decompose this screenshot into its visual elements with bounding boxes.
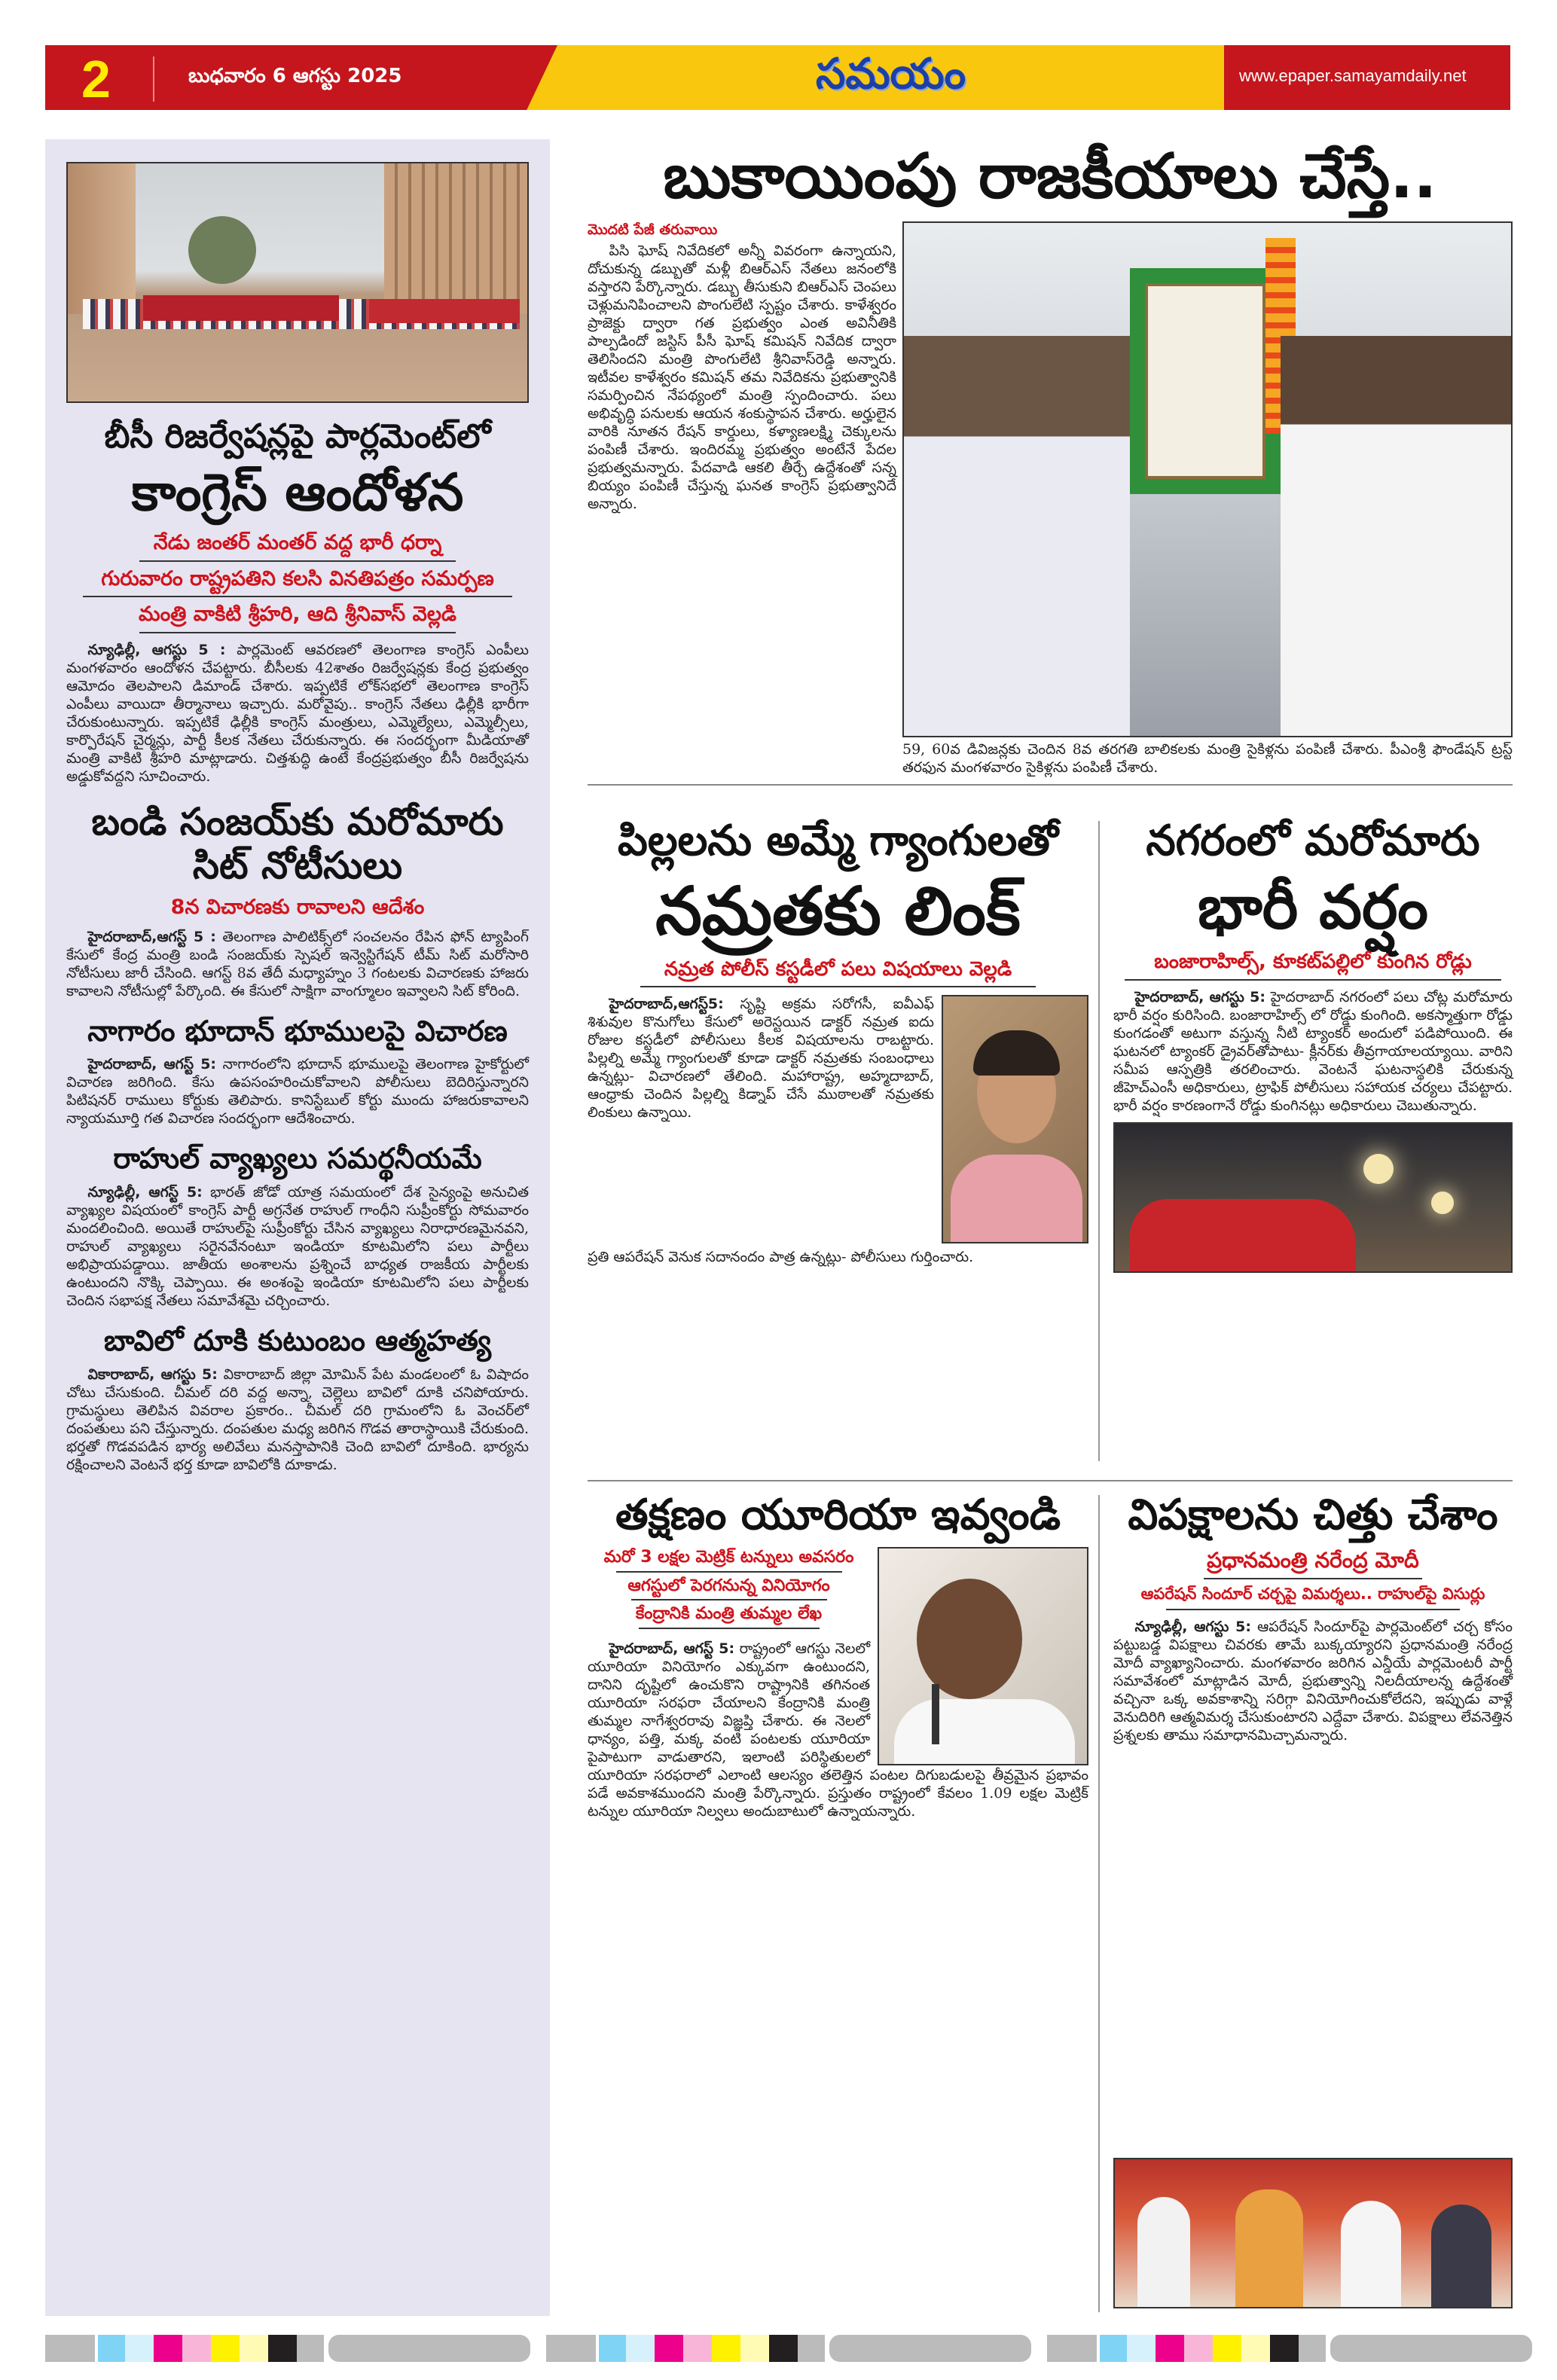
body-text: ఆపరేషన్ సిందూర్‌పై పార్లమెంట్‌లో చర్చ కోసం పట్టుబడ్డ విపక్షాలు చివరకు తామే బుక్కయ్యారని ప్రధానమంత్రి నరేంద్ర మోదీ వ్యాఖ్యానించారు. మంగళవారం జరిగిన ఎన్డీయే పార్లమెంటరీ పార్టీ సమావేశంలో మాట్లాడిన మోదీ, ప్రభుత్వాన్ని నిలదీయాలన్న ఉద్దేశంతో వచ్చినా ఒక్క అవకాశాన్ని సరిగ్గా వినియోగించుకోలేదని, ఇప్పుడు వాళ్లే వెనుదిరిగి ఆత్మవిమర్శ చేసుకుంటారని ఎద్దేవా చేశారు. విపక్షాలు లేవనెత్తిన ప్రశ్నలకు తాము సమాధానమిచ్చామన్నారు. bbox=[1113, 1618, 1513, 1744]
divider bbox=[1125, 979, 1501, 981]
baavi-headline: బావిలో దూకి కుటుంబం ఆత్మహత్య bbox=[103, 1324, 492, 1358]
modi-article bbox=[1113, 1491, 1513, 1744]
body-text: రాష్ట్రంలో ఆగస్టు నెలలో యూరియా వినియోగం ఎక్కువగా ఉంటుందని, దానిని దృష్టిలో ఉంచుకొని రాష్ట్రానికి తగినంత యూరియా సరఫరా చేయాలని కేంద్రానికి మంత్రి తుమ్మల నాగేశ్వరరావు విజ్ఞప్తి చేశారు. ఈ నెలలో ధాన్యం, పత్తి, మక్క వంటి పంటలకు యూరియా పైపాటుగా వాడుతారని, ఇలాంటి పరిస్థితులలో యూరియా సరఫరాలో ఎలాంటి ఆలస్యం తలెత్తిన పంటల దిగుబడులపై తీవ్రమైన ప్రభావం పడే అవకాశముందని మంత్రి పేర్కొన్నారు. ప్రస్తుతం రాష్ట్రంలో కేవలం 1.09 లక్షల మెట్రిక్ టన్నుల యూరియా నిల్వలు అందుబాటులో ఉన్నాయన్నారు. bbox=[588, 1640, 1088, 1820]
bc-subhead: గురువారం రాష్ట్రపతిని కలసి వినతిపత్రం సమర్పణ bbox=[101, 566, 494, 590]
modi-nda-meeting-photo bbox=[1113, 2158, 1513, 2308]
lead-kicker: మొదటి పేజీ తరువాయి bbox=[588, 221, 718, 239]
divider bbox=[1166, 1609, 1460, 1610]
rain-article bbox=[1113, 817, 1513, 1273]
namrata-article bbox=[588, 817, 1088, 1266]
namrata-headline-line2: నమ్రతకు లింక్ bbox=[655, 872, 1021, 950]
bc-headline-line2: కాంగ్రెస్ ఆందోళన bbox=[131, 462, 464, 523]
lead-headline: బుకాయింపు రాజకీయాలు చేస్తే.. bbox=[663, 141, 1437, 212]
page-number: 2 bbox=[81, 50, 111, 108]
modi-headline: విపక్షాలను చిత్తు చేశాం bbox=[1128, 1491, 1498, 1539]
body-text: తెలంగాణ పాలిటిక్స్‌లో సంచలనం రేపిన ఫోన్ ట్యాపింగ్ కేసులో కేంద్ర మంత్రి బండి సంజయ్‌కు స్పెషల్ ఇన్వెస్టిగేషన్ టీమ్ సిట్ మరోసారి నోటీసులు జారీ చేసింది. ఆగస్ట్ 8వ తేదీ మధ్యాహ్నం 3 గంటలకు విచారణకు హాజరు కావాలని నోటీసుల్లో పేర్కొంది. ఈ కేసులో సాక్షిగా వాంగ్మూలం ఇవ్వాలని సిట్ కోరింది. bbox=[66, 928, 529, 999]
urea-headline: తక్షణం యూరియా ఇవ్వండి bbox=[615, 1491, 1061, 1539]
bandi-article-body bbox=[66, 928, 529, 1000]
dateline: హైదరాబాద్,ఆగస్ట్ 5 : bbox=[87, 928, 216, 945]
bc-subhead: మంత్రి వాకిటి శ్రీహరి, ఆది శ్రీనివాస్ వెల్లడి bbox=[139, 603, 456, 627]
section-divider bbox=[588, 784, 1513, 786]
urea-article bbox=[588, 1491, 1088, 1820]
rain-headline-line1: నగరంలో మరోమారు bbox=[1146, 816, 1480, 865]
lead-article-body-continued: 59, 60వ డివిజన్లకు చెందిన 8వ తరగతి బాలికలకు మంత్రి సైకిళ్లను పంపిణీ చేశారు. పీఎంశ్రీ ఫౌండేషన్ ట్రస్ట్ తరఫున మంగళవారం సైకిళ్లను పంపిణీ చేశారు. bbox=[902, 741, 1513, 777]
divider bbox=[640, 986, 1036, 987]
bandi-headline: బండి సంజయ్‌కు మరోమారు సిట్ నోటీసులు bbox=[91, 800, 504, 887]
urea-subhead: మరో 3 లక్షల మెట్రిక్ టన్నులు అవసరం bbox=[603, 1548, 854, 1567]
bc-subhead: నేడు జంతర్ మంతర్ వద్ద భారీ ధర్నా bbox=[153, 530, 442, 554]
nagaram-article-body bbox=[66, 1055, 529, 1127]
urea-subhead: కేంద్రానికి మంత్రి తుమ్మల లేఖ bbox=[635, 1604, 823, 1624]
dateline: న్యూఢిల్లీ, ఆగస్ట్ 5: bbox=[87, 1184, 203, 1201]
bc-article-body bbox=[66, 641, 529, 786]
lead-article-body: పిసి ఘోష్ నివేదికలో అన్నీ వివరంగా ఉన్నాయని, దోచుకున్న డబ్బుతో మళ్లీ బిఆర్ఎస్ నేతలు జనంలోకి వస్తారని పేర్కొన్నారు. డబ్బు తీసుకుని బిఆర్ఎస్ చెంపలు చెళ్లుమనిపించాలని పొంగులేటి స్పష్టం చేశారు. కాళేశ్వరం ప్రాజెక్టు ద్వారా గత ప్రభుత్వం ఎంత అవినీతికి పాల్పడిందో జస్టిస్ పీసీ ఘోష్ కమిషన్ నివేదిక ద్వారా తెలిసిందని మంత్రి పొంగులేటి శ్రీనివాస్‌రెడ్డి అన్నారు. ఇటీవల కాళేశ్వరం కమిషన్ తమ నివేదికను ప్రభుత్వానికి సమర్పించిన నేపథ్యంలో మంత్రి స్పందించారు. పలు అభివృద్ధి పనులకు ఆయన శంకుస్థాపన చేశారు. అర్హులైన వారికి నూతన రేషన్ కార్డులు, కళ్యాణలక్ష్మి చెక్కులను పంపిణీ చేశారు. ఇందిరమ్మ ప్రభుత్వం అంటేనే పేదల ప్రభుత్వమన్నారు. పేదవాడి ఆకలి తీర్చే ఉద్దేశంతో సన్న బియ్యం పంపిణీ చేస్తున్న ఘనత కాంగ్రెస్ ప్రభుత్వానిదే అన్నారు. bbox=[588, 243, 896, 513]
body-text: భారత్ జోడో యాత్ర సమయంలో దేశ సైన్యంపై అనుచిత వ్యాఖ్యల విషయంలో కాంగ్రెస్ పార్టీ అగ్రనేత రాహుల్ గాంధీని సుప్రీంకోర్టు సోమవారం మందలించింది. అయితే రాహుల్‌పై సుప్రీంకోర్టు చేసిన వ్యాఖ్యలు నిరాధారణమైనవని, రాహుల్ వ్యాఖ్యలు సరైనవేనంటూ ఇండియా కూటమిలోని పలు పార్టీలు అభిప్రాయపడ్డాయి. జాతీయ అంశాలను ప్రశ్నించే బాధ్యత రాజకీయ పార్టీలకు ఉంటుందని నొక్కి చెప్పాయి. ఈ అంశంపై ఇండియా కూటమిలోని పలు పార్టీలకు చెందిన సభాపక్ష నేతలు సమావేశమై చర్చించారు. bbox=[66, 1184, 529, 1310]
lead-article bbox=[588, 142, 1513, 786]
column-divider bbox=[1098, 821, 1100, 1461]
namrata-closing-line: ప్రతి ఆపరేషన్ వెనుక సదానందం పాత్ర ఉన్నట్లు- పోలీసులు గుర్తించారు. bbox=[588, 1249, 974, 1266]
body-text: పార్లమెంట్ ఆవరణలో తెలంగాణ కాంగ్రెస్ ఎంపీలు మంగళవారం ఆందోళన చేపట్టారు. బీసీలకు 42శాతం రిజర్వేషన్లకు కేంద్ర ప్రభుత్వం ఆమోదం తెలపాలని డిమాండ్ చేశారు. ఇప్పటికే లోక్‌సభలో తెలంగాణ కాంగ్రెస్ ఎంపీలు వాయిదా తీర్మానాలు ఇచ్చారు. మరోవైపు.. కాంగ్రెస్ నేతలు ఢిల్లీకి భారీగా చేరుకుంటున్నారు. ఇప్పటికే ఢిల్లీకి కాంగ్రెస్ మంత్రులు, ఎమ్మెల్యేలు, ఎమ్మెల్సీలు, కార్పొరేషన్ చైర్మన్లు, పార్టీ కీలక నేతలు చేరుకున్నారు. ఈ సందర్భంగా మీడియాతో మంత్రి వాకిటి శ్రీహరి మాట్లాడారు. చిత్తశుద్ధి ఉంటే కేంద్రప్రభుత్వం బీసీ రిజర్వేషను అడ్డుకోవద్దని సూచించారు. bbox=[66, 642, 529, 786]
namrata-headline-line1: పిల్లలను అమ్మే గ్యాంగులతో bbox=[618, 816, 1058, 865]
dateline: హైదరాబాద్,ఆగస్ట్5: bbox=[609, 996, 724, 1013]
left-column bbox=[45, 139, 550, 2316]
section-divider bbox=[588, 1480, 1513, 1481]
body-text: హైదరాబాద్ నగరంలో పలు చోట్ల మరోమారు భారీ వర్షం కురిసింది. బంజారాహిల్స్ లో రోడ్డు కుంగింది. అకస్మాత్తుగా రోడ్డు కుంగడంతో అటుగా వస్తున్న నీటి ట్యాంకర్ అందులో పడిపోయింది. ఈ ఘటనలో ట్యాంకర్ డ్రైవర్‌తోపాటు- క్లీనర్‌కు తీవ్రగాయాలయ్యాయి. వారిని సమీప ఆస్పత్రికి తరలించారు. వెంటనే ఘటనాస్థలికి చేరుకున్న జీహెచ్ఎంసీ అధికారులు, ట్రాఫిక్ పోలీసులు సహాయక చర్యలు చేపట్టారు. భారీ వర్షం కారణంగానే రోడ్డు కుంగినట్లు అధికారులు చెబుతున్నారు. bbox=[1113, 988, 1513, 1114]
modi-article-body bbox=[1113, 1618, 1513, 1744]
divider bbox=[616, 1571, 842, 1573]
rain-article-body bbox=[1113, 988, 1513, 1115]
divider bbox=[1204, 1578, 1422, 1579]
dateline: న్యూఢిల్లీ, ఆగస్టు 5: bbox=[1134, 1618, 1251, 1635]
tummala-photo bbox=[878, 1547, 1088, 1765]
rain-subhead: బంజారాహిల్స్, కూకట్‌పల్లిలో కుంగిన రోడ్లు bbox=[1154, 950, 1472, 974]
rahul-headline: రాహుల్ వ్యాఖ్యలు సమర్థనీయమే bbox=[113, 1142, 482, 1176]
namrata-subhead: నమ్రత పోలీస్ కస్టడీలో పలు విషయాలు వెల్లడి bbox=[664, 957, 1012, 981]
body-text: వికారాబాద్ జిల్లా మోమిన్ పేట మండలంలో ఓ విషాదం చోటు చేసుకుంది. చీమల్ దరి వద్ద అన్నా, చెల్లెలు బావిలో దూకి చనిపోయారు. గ్రామస్థులు తెలిపిన వివరాల ప్రకారం.. చీమల్ దరి గ్రామంలోని ఓ వెంచర్‌లో దంపతులు పని చేస్తున్నారు. దంపతుల మధ్య జరిగిన గొడవ తారాస్థాయికి చేరుకుంది. భర్తతో గొడవపడిన భార్య అలివేలు మనస్తాపానికి చెంది బావిలో దూకింది. భార్యను రక్షించాలని వెంటనే భర్త కూడా బావిలోకి దూకాడు. bbox=[66, 1365, 529, 1473]
bc-headline-line1: బీసీ రిజర్వేషన్లపై పార్లమెంట్‌లో bbox=[104, 417, 491, 456]
divider bbox=[639, 1628, 820, 1629]
dateline: న్యూఢిల్లీ, ఆగస్టు 5 : bbox=[87, 642, 226, 659]
divider bbox=[631, 1599, 827, 1600]
print-color-bar bbox=[45, 2335, 1522, 2362]
issue-date: బుధవారం 6 ఆగస్టు 2025 bbox=[188, 65, 402, 87]
website-link[interactable]: www.epaper.samayamdaily.net bbox=[1239, 66, 1467, 85]
modi-subhead: ప్రధానమంత్రి నరేంద్ర మోదీ bbox=[1207, 1548, 1419, 1573]
masthead-logo: సమయం bbox=[816, 50, 966, 99]
bandi-subhead: 8న విచారణకు రావాలని ఆదేశం bbox=[170, 896, 425, 920]
body-text: నాగారంలోని భూదాన్ భూములపై తెలంగాణ హైకోర్టులో విచారణ జరిగింది. కేసు ఉపసంహరించుకోవాలని పోలీసులు బెదిరిస్తున్నారని పిటిషనర్ రాములు కోర్టుకు తెలిపారు. కానిస్టేబుల్ కోర్టు ముందు హాజరుకావాలని న్యాయమూర్తి గత విచారణ సందర్భంగా ఆదేశించారు. bbox=[66, 1056, 529, 1127]
dateline: హైదరాబాద్, ఆగస్టు 5: bbox=[1134, 988, 1265, 1005]
header-divider bbox=[153, 56, 154, 102]
rahul-article-body bbox=[66, 1183, 529, 1310]
modi-subhead: ఆపరేషన్ సిందూర్ చర్చపై విమర్శలు.. రాహుల్‌పై విసుర్లు bbox=[1140, 1585, 1485, 1603]
column-divider bbox=[1098, 1495, 1100, 2312]
dateline: హైదరాబాద్, ఆగస్ట్ 5: bbox=[87, 1056, 217, 1073]
namrata-portrait-photo bbox=[942, 995, 1088, 1243]
rain-headline-line2: భారీ వర్షం bbox=[1198, 872, 1428, 943]
rain-street-photo bbox=[1113, 1122, 1513, 1273]
dateline: వికారాబాద్, ఆగస్టు 5: bbox=[87, 1365, 218, 1383]
parliament-protest-photo bbox=[66, 162, 529, 403]
divider bbox=[139, 632, 456, 633]
dateline: హైదరాబాద్, ఆగస్ట్ 5: bbox=[609, 1640, 735, 1657]
baavi-article-body bbox=[66, 1365, 529, 1474]
nagaram-headline: నాగారం భూదాన్ భూములపై విచారణ bbox=[87, 1014, 508, 1048]
divider bbox=[83, 596, 512, 597]
lead-event-photo bbox=[902, 221, 1513, 737]
urea-subhead: ఆగస్టులో పెరగనున్న వినియోగం bbox=[627, 1576, 830, 1595]
body-text: సృష్టి అక్రమ సరోగసీ, ఐవీఎఫ్ శిశువుల కొనుగోలు కేసులో అరెస్టయిన డాక్టర్ నమ్రత ఐదు రోజుల కస్టడీలో పోలీసులు కీలక విషయాలను రాబట్టారు. పిల్లల్ని అమ్మే గ్యాంగులతో కూడా డాక్టర్ నమ్రతకు సంబంధాలు ఉన్నట్లు- విచారణలో తేలింది. మహారాష్ట్ర, అహ్మదాబాద్, ఆంధ్రాకు చెందిన పిల్లల్ని కిడ్నాప్ చేసే ముఠాలతో నమ్రతకు లింకులు ఉన్నాయి. bbox=[588, 996, 934, 1121]
divider bbox=[139, 560, 456, 562]
